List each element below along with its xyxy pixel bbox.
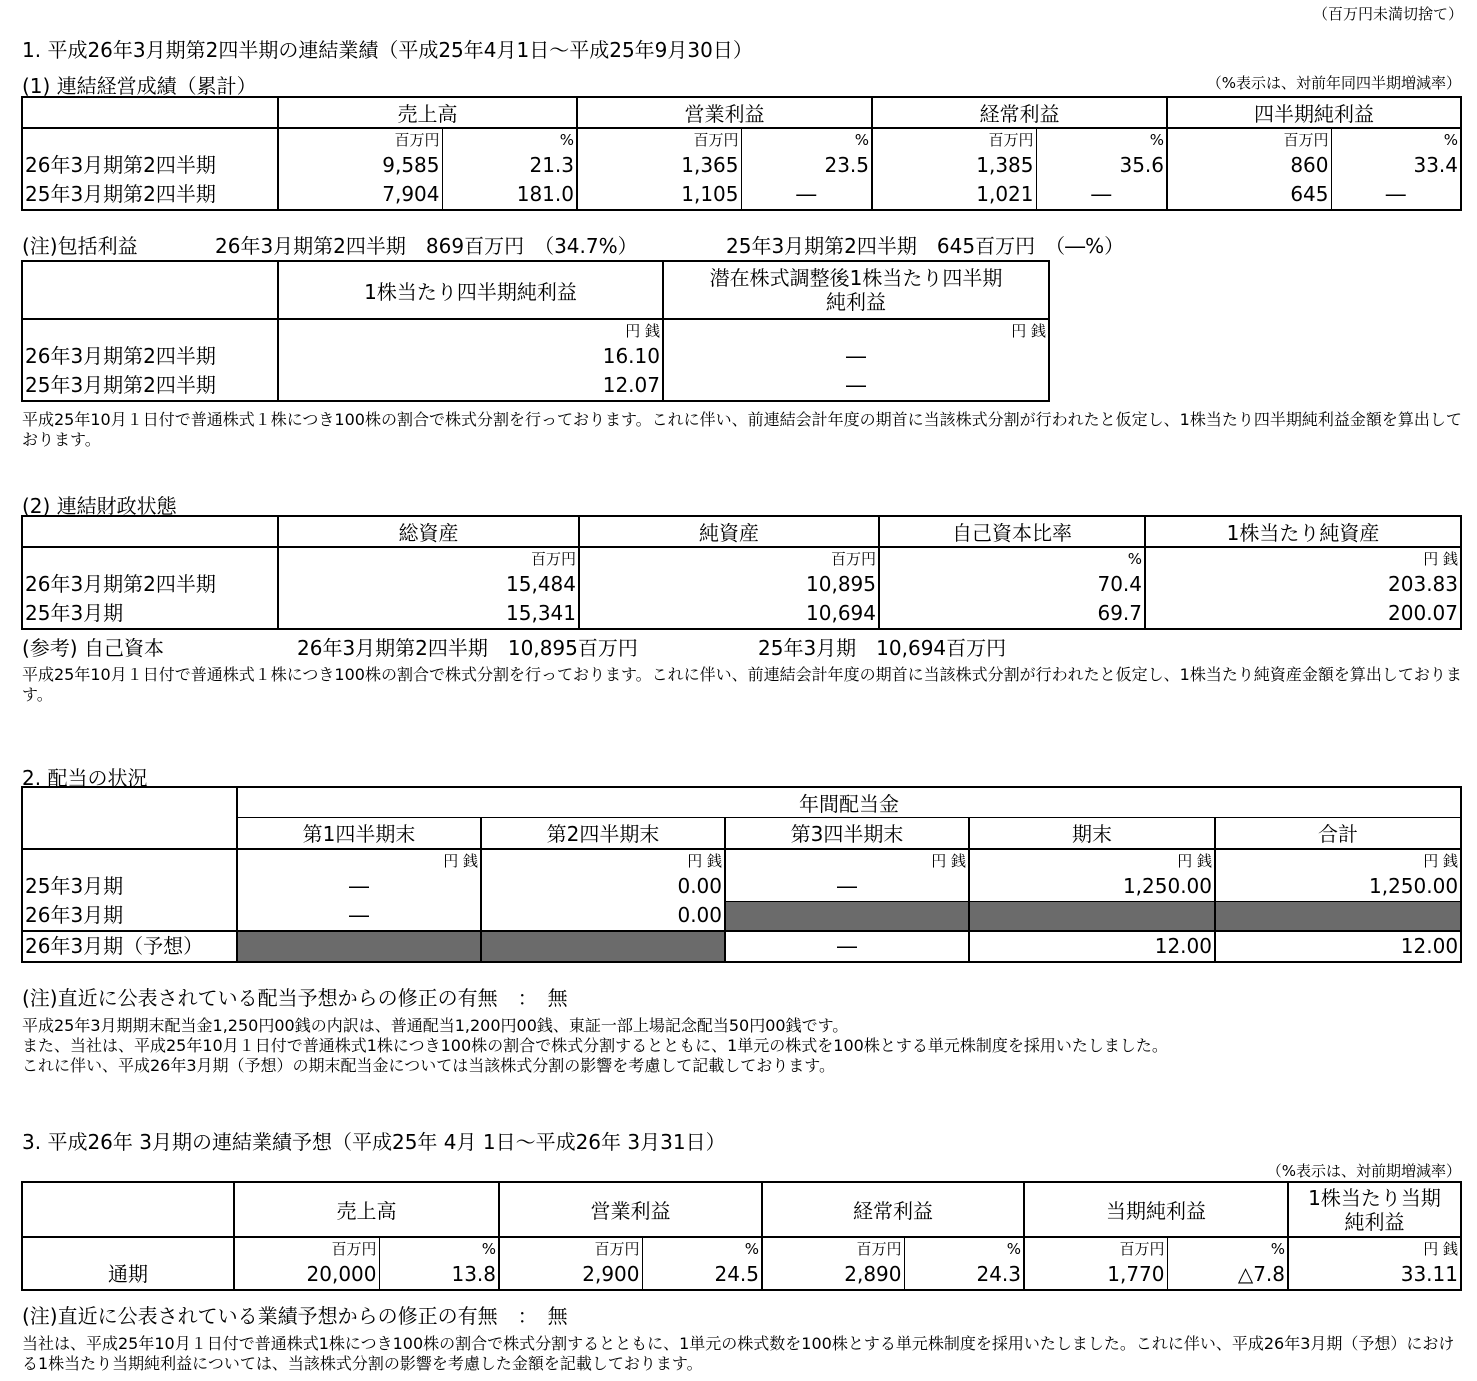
table-row: 25年3月期第2四半期 12.07 ― xyxy=(22,371,1049,401)
equity-ref-current: 26年3月期第2四半期 10,895百万円 xyxy=(297,636,638,660)
comprehensive-income-current: 26年3月期第2四半期 869百万円 （34.7%） xyxy=(215,234,638,258)
dividend-note-3: これに伴い、平成26年3月期（予想）の期末配当金については当該株式分割の影響を考慮して記載しております。 xyxy=(22,1056,835,1075)
section3-note: （%表示は、対前期増減率） xyxy=(1266,1162,1461,1180)
forecast-table: 売上高 営業利益 経常利益 当期純利益 1株当たり当期 純利益 百万円 % 百万円 % 百万円 % 百万円 % 円 銭 通期 20,000 13.8 2,900 24.5 2,890 24.3 1,770 △7.8 33.11 xyxy=(21,1181,1462,1291)
table-row: 26年3月期第2四半期 16.10 ― xyxy=(22,342,1049,371)
comprehensive-income-label: (注)包括利益 xyxy=(22,234,138,258)
table-row: 25年3月期第2四半期 7,904 181.0 1,105 ― 1,021 ― 645 ― xyxy=(22,180,1461,210)
table-row: 26年3月期 ― 0.00 xyxy=(22,901,1461,931)
bps-note: 平成25年10月１日付で普通株式１株につき100株の割合で株式分割を行っております。これに伴い、前連結会計年度の期首に当該株式分割が行われたと仮定し、1株当たり純資産金額を算出しております。 xyxy=(22,665,1462,704)
header-fc-sales: 売上高 xyxy=(234,1182,499,1237)
header-sales: 売上高 xyxy=(278,97,577,128)
dividend-note-1: 平成25年3月期期末配当金1,250円00銭の内訳は、普通配当1,200円00銭、東証一部上場記念配当50円00銭です。 xyxy=(22,1016,849,1035)
table-row: 25年3月期 15,341 10,694 69.7 200.07 xyxy=(22,599,1461,629)
header-fc-eps: 1株当たり当期 純利益 xyxy=(1288,1182,1461,1237)
header-net-assets: 純資産 xyxy=(579,516,879,547)
section1-sub1-note: （%表示は、対前年同四半期増減率） xyxy=(1206,74,1461,92)
header-fc-operating-income: 営業利益 xyxy=(499,1182,762,1237)
section2-title: 2. 配当の状況 xyxy=(22,766,148,790)
section1-sub2-title: (2) 連結財政状態 xyxy=(22,494,177,518)
table-row: 通期 20,000 13.8 2,900 24.5 2,890 24.3 1,770 △7.8 33.11 xyxy=(22,1260,1461,1290)
table-row: 26年3月期第2四半期 9,585 21.3 1,365 23.5 1,385 35.6 860 33.4 xyxy=(22,151,1461,180)
header-diluted-eps: 潜在株式調整後1株当たり四半期 純利益 xyxy=(663,261,1049,319)
forecast-revision-note: (注)直近に公表されている業績予想からの修正の有無 ： 無 xyxy=(22,1304,568,1328)
header-q2: 第2四半期末 xyxy=(481,818,725,849)
header-net-income: 四半期純利益 xyxy=(1167,97,1461,128)
dividend-revision-note: (注)直近に公表されている配当予想からの修正の有無 ： 無 xyxy=(22,986,568,1010)
section1-sub1-title: (1) 連結経営成績（累計） xyxy=(22,74,257,98)
header-total: 合計 xyxy=(1215,818,1461,849)
comprehensive-income-prior: 25年3月期第2四半期 645百万円 （―%） xyxy=(726,234,1125,258)
operating-results-table: 売上高 営業利益 経常利益 四半期純利益 百万円 % 百万円 % 百万円 % 百万円 % 26年3月期第2四半期 9,585 21.3 1,365 23.5 1,385 35.6 860 33.4 25年3月期第2四半期 7,904 181.0 1,105 ― 1,021 ― 645 ― xyxy=(21,96,1462,211)
header-eps: 1株当たり四半期純利益 xyxy=(278,261,663,319)
header-equity-ratio: 自己資本比率 xyxy=(879,516,1145,547)
table-row: 25年3月期 ― 0.00 ― 1,250.00 1,250.00 xyxy=(22,872,1461,902)
financial-position-table: 総資産 純資産 自己資本比率 1株当たり純資産 百万円 百万円 % 円 銭 26年3月期第2四半期 15,484 10,895 70.4 203.83 25年3月期 15,341 10,694 69.7 200.07 xyxy=(21,515,1462,630)
header-q1: 第1四半期末 xyxy=(237,818,481,849)
equity-ref-label: (参考) 自己資本 xyxy=(22,636,164,660)
eps-note: 平成25年10月１日付で普通株式１株につき100株の割合で株式分割を行っております。これに伴い、前連結会計年度の期首に当該株式分割が行われたと仮定し、1株当たり四半期純利益金額を算出しております。 xyxy=(22,410,1462,449)
header-annual-dividend: 年間配当金 xyxy=(237,787,1461,818)
header-operating-income: 営業利益 xyxy=(577,97,872,128)
unit-note: （百万円未満切捨て） xyxy=(1312,5,1463,23)
header-bps: 1株当たり純資産 xyxy=(1145,516,1461,547)
table-row: 26年3月期（予想） ― 12.00 12.00 xyxy=(22,931,1461,962)
header-ordinary-income: 経常利益 xyxy=(872,97,1167,128)
eps-table: 1株当たり四半期純利益 潜在株式調整後1株当たり四半期 純利益 円 銭 円 銭 26年3月期第2四半期 16.10 ― 25年3月期第2四半期 12.07 ― xyxy=(21,260,1050,402)
dividend-table: 年間配当金 第1四半期末 第2四半期末 第3四半期末 期末 合計 円 銭 円 銭 円 銭 円 銭 円 銭 25年3月期 ― 0.00 ― 1,250.00 1,250.00 26年3月期 ― 0.00 26年3月期（予想） ― 12.00 12.00 xyxy=(21,786,1462,963)
equity-ref-prior: 25年3月期 10,694百万円 xyxy=(758,636,1007,660)
header-year-end: 期末 xyxy=(969,818,1215,849)
forecast-note: 当社は、平成25年10月１日付で普通株式1株につき100株の割合で株式分割するとともに、1単元の株式数を100株とする単元株制度を採用いたしました。これに伴い、平成26年3月期（予想）における1株当たり当期純利益については、当該株式分割の影響を考慮した金額を記載しております。 xyxy=(22,1334,1455,1373)
section1-title: 1. 平成26年3月期第2四半期の連結業績（平成25年4月1日～平成25年9月30日） xyxy=(22,38,753,62)
header-fc-ordinary-income: 経常利益 xyxy=(762,1182,1024,1237)
section3-title: 3. 平成26年 3月期の連結業績予想（平成25年 4月 1日～平成26年 3月31日） xyxy=(22,1130,726,1154)
header-total-assets: 総資産 xyxy=(278,516,579,547)
header-fc-net-income: 当期純利益 xyxy=(1024,1182,1288,1237)
table-row: 26年3月期第2四半期 15,484 10,895 70.4 203.83 xyxy=(22,570,1461,599)
header-q3: 第3四半期末 xyxy=(725,818,969,849)
dividend-note-2: また、当社は、平成25年10月１日付で普通株式1株につき100株の割合で株式分割するとともに、1単元の株式を100株とする単元株制度を採用いたしました。 xyxy=(22,1036,1168,1055)
